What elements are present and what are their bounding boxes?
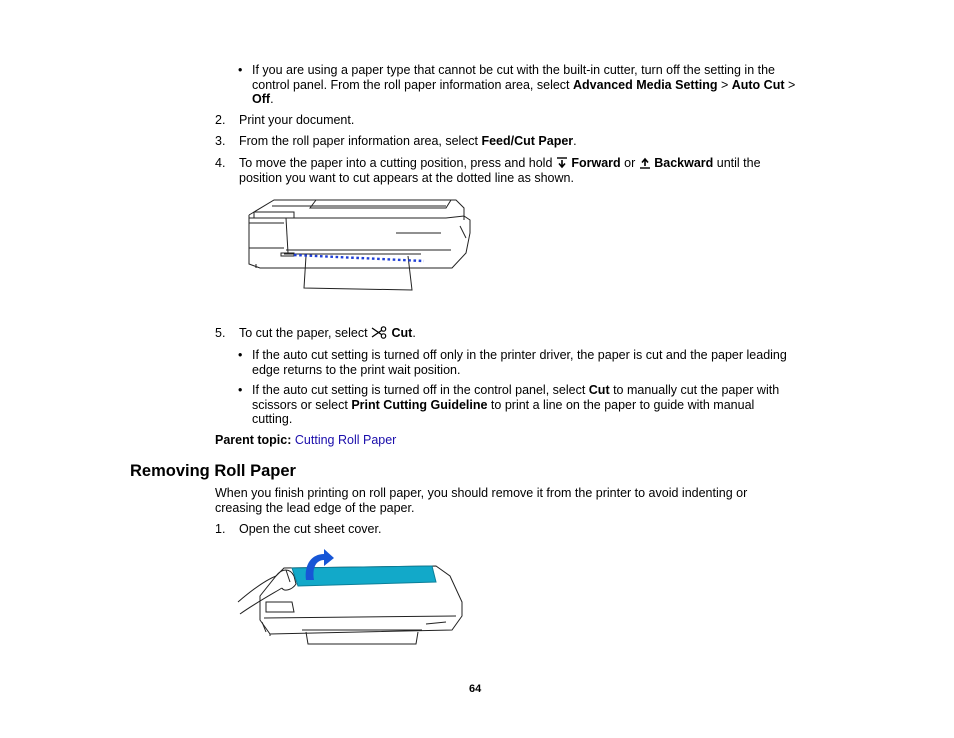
step-number: 5. [215, 326, 226, 340]
step-text [239, 326, 416, 341]
conjunction: or [620, 156, 639, 170]
step-text [239, 134, 577, 149]
step-number: 2. [215, 113, 226, 127]
parent-topic [215, 433, 396, 448]
forward-label: Forward [571, 156, 621, 170]
punctuation: . [412, 326, 416, 340]
bullet-text: to manually cut the paper with [609, 383, 780, 397]
scissors-icon [371, 326, 388, 339]
page-number: 64 [469, 683, 482, 695]
step-number: 1. [215, 522, 226, 536]
printer-cover-illustration [236, 546, 468, 648]
forward-icon [556, 157, 568, 169]
bullet-line [252, 383, 852, 398]
punctuation: . [270, 92, 274, 106]
step-text [239, 156, 839, 185]
feed-cut-paper-label: Feed/Cut Paper [481, 134, 574, 148]
separator: > [784, 77, 796, 92]
step-line [239, 156, 839, 171]
bullet-line: edge returns to the print wait position. [252, 362, 461, 377]
menu-path-advanced-media: Advanced Media Setting [573, 77, 718, 92]
backward-icon [639, 157, 651, 169]
step-line: position you want to cut appears at the dotted line as shown. [239, 170, 574, 185]
bullet-text: control panel. From the roll paper information area, select [252, 77, 573, 92]
bullet-text: If the auto cut setting is turned off in the control panel, select [252, 383, 589, 397]
bullet-text: to print a line on the paper to guide with manual [487, 397, 755, 412]
bullet-line: If you are using a paper type that cannot be cut with the built-in cutter, turn off the setting in the [252, 63, 776, 77]
punctuation: . [573, 134, 577, 148]
parent-topic-link[interactable]: Cutting Roll Paper [294, 433, 397, 447]
step-text-post: until the [713, 156, 761, 170]
intro-line: creasing the lead edge of the paper. [215, 500, 415, 515]
bullet-manual-cut [252, 383, 852, 427]
step-text: Open the cut sheet cover. [239, 522, 382, 536]
printer-cut-illustration [246, 198, 472, 292]
section-heading: Removing Roll Paper [130, 462, 296, 480]
intro-line: When you finish printing on roll paper, you should remove it from the printer to avoid indenting or [215, 486, 748, 500]
bullet-marker: • [238, 383, 243, 397]
step-text-pre: From the roll paper information area, select [239, 134, 482, 148]
bullet-marker: • [238, 63, 243, 77]
cut-label: Cut [391, 326, 413, 340]
bullet-line: If the auto cut setting is turned off only in the printer driver, the paper is cut and the paper leading [252, 348, 787, 362]
bullet-line [252, 78, 852, 93]
section-intro [215, 486, 835, 515]
menu-path-off: Off [252, 92, 271, 106]
parent-topic-label: Parent topic: [215, 433, 292, 447]
separator: > [717, 77, 732, 92]
bullet-marker: • [238, 348, 243, 362]
step-text-pre: To cut the paper, select [239, 326, 372, 340]
bullet-cutter-setting [252, 63, 852, 107]
step-number: 4. [215, 156, 226, 170]
bullet-line [252, 92, 852, 107]
bullet-line [252, 398, 852, 413]
bullet-line: cutting. [252, 412, 293, 426]
bullet-driver [252, 348, 852, 377]
cut-label: Cut [588, 383, 610, 397]
backward-label: Backward [654, 156, 714, 170]
menu-path-auto-cut: Auto Cut [731, 77, 785, 92]
step-text-pre: To move the paper into a cutting position, press and hold [239, 156, 556, 170]
cut-line [294, 255, 424, 261]
step-number: 3. [215, 134, 226, 148]
bullet-text: scissors or select [252, 397, 352, 412]
step-text: Print your document. [239, 113, 355, 127]
print-cutting-guideline-label: Print Cutting Guideline [351, 397, 488, 412]
